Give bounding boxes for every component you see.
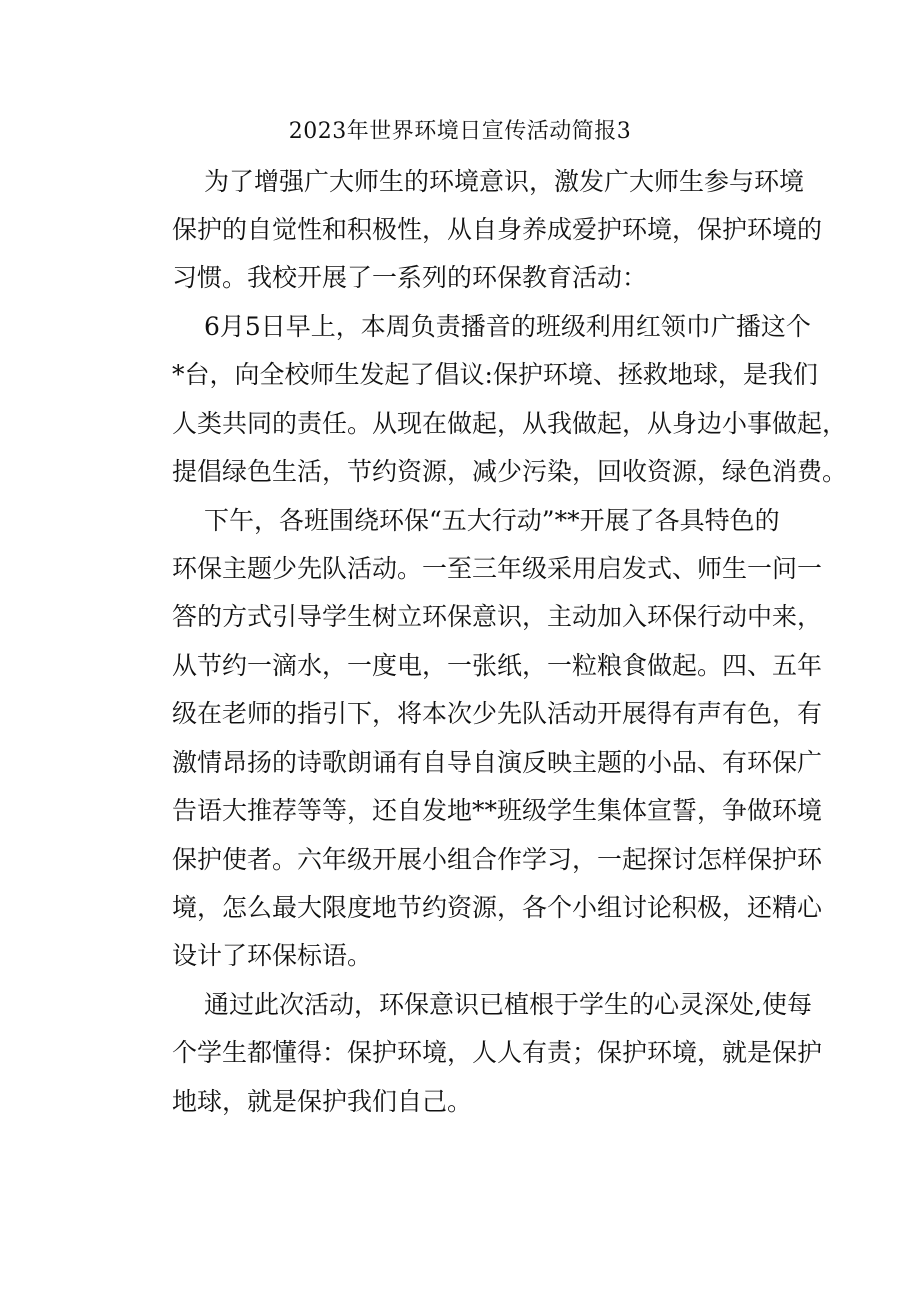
paragraph-4-line-2: 个学生都懂得：保护环境，人人有责；保护环境，就是保护 [172,1038,823,1067]
paragraph-3-line-5: 级在老师的指引下，将本次少先队活动开展得有声有色，有 [172,699,823,728]
paragraph-3-line-10: 设计了环保标语。 [172,941,373,970]
paragraph-2-line-1: 6月5日早上，本周负责播音的班级利用红领巾广播这个 [204,312,811,341]
paragraph-3-line-9: 境，怎么最大限度地节约资源，各个小组讨论积极，还精心 [172,893,823,922]
document-title: 2023年世界环境日宣传活动简报3 [288,119,632,144]
paragraph-1-line-2: 保护的自觉性和积极性，从自身养成爱护环境，保护环境的 [172,215,823,244]
paragraph-3-line-7: 告语大推荐等等，还自发地**班级学生集体宣誓，争做环境 [172,796,823,825]
paragraph-1-line-3: 习惯。我校开展了一系列的环保教育活动： [172,263,648,292]
paragraph-3-line-8: 保护使者。六年级开展小组合作学习，一起探讨怎样保护环 [172,845,823,874]
paragraph-2-line-2: *台，向全校师生发起了倡议:保护环境、拯救地球，是我们 [172,360,818,389]
paragraph-3-line-4: 从节约一滴水，一度电，一张纸，一粒粮食做起。四、五年 [172,651,823,680]
paragraph-3-line-6: 激情昂扬的诗歌朗诵有自导自演反映主题的小品、有环保广 [172,748,823,777]
paragraph-2-line-3: 人类共同的责任。从现在做起，从我做起，从身边小事做起， [172,409,848,438]
paragraph-2-line-4: 提倡绿色生活，节约资源，减少污染，回收资源，绿色消费。 [172,457,848,486]
paragraph-1-line-1: 为了增强广大师生的环境意识，激发广大师生参与环境 [204,167,805,196]
paragraph-3-line-3: 答的方式引导学生树立环保意识，主动加入环保行动中来， [172,602,823,631]
paragraph-4-line-3: 地球，就是保护我们自己。 [172,1087,473,1116]
paragraph-3-line-2: 环保主题少先队活动。一至三年级采用启发式、师生一问一 [172,554,823,583]
paragraph-4-line-1: 通过此次活动，环保意识已植根于学生的心灵深处,使每 [204,990,812,1019]
paragraph-3-line-1: 下午，各班围绕环保“五大行动”**开展了各具特色的 [204,506,780,535]
